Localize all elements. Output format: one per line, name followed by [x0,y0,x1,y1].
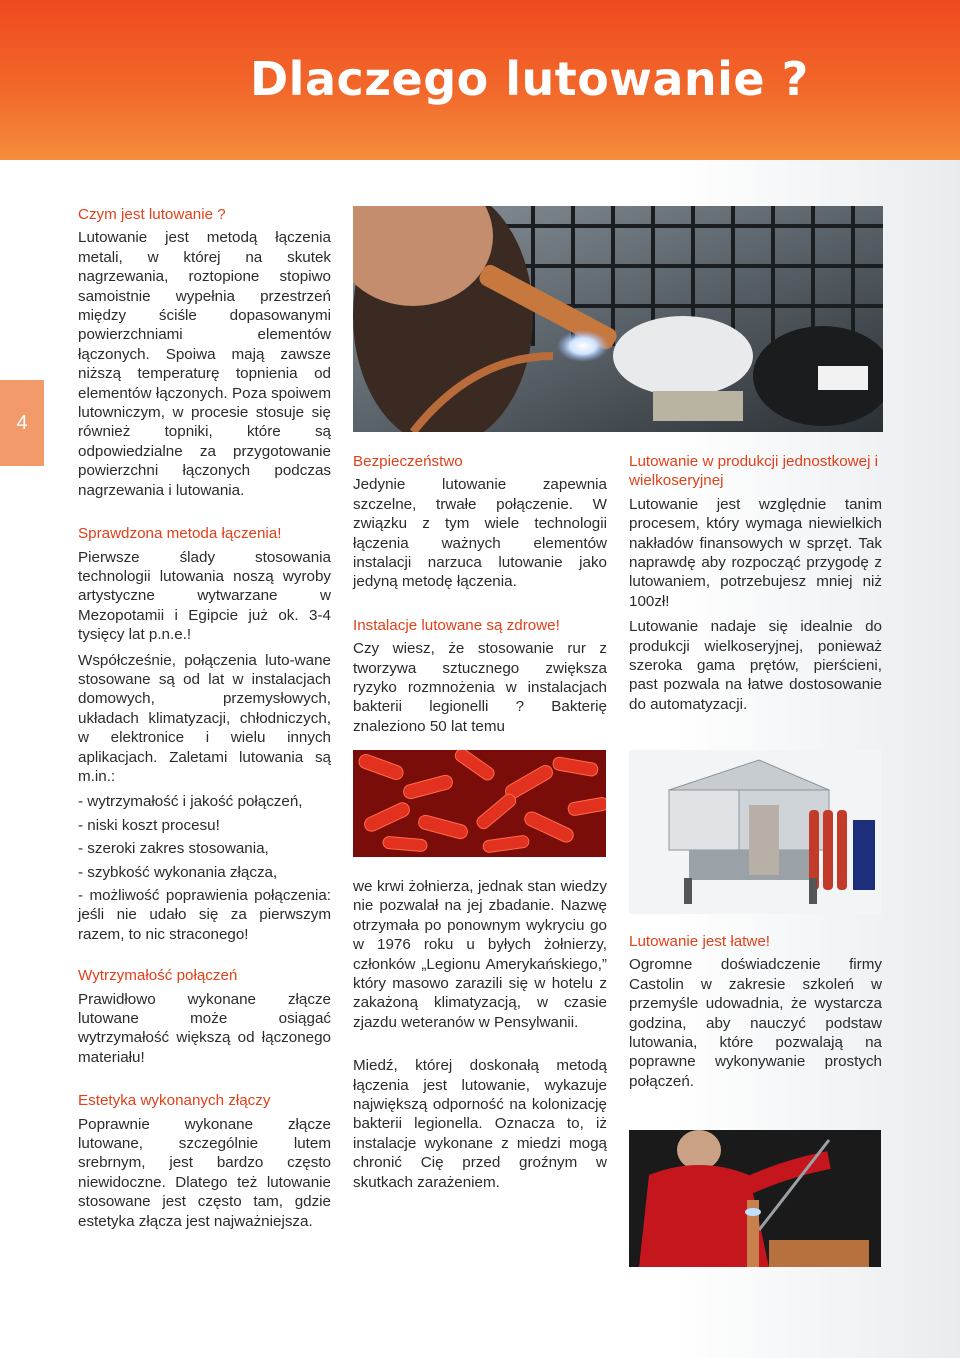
left-column [78,205,331,1237]
paragraph-strength: Prawidłowo wykonane złącze lutowane może osiągać wytrzymałość większą od łączonego materiału! [78,990,331,1066]
paragraph-safety: Jedynie lutowanie zapewnia szczelne, trwałe połączenie. W związku z tym wiele technologii łączenia ważnych elementów instalacji narzuca lutowanie jako jedyną metodę łączenia. [353,476,607,591]
paragraph-history: Pierwsze ślady stosowania technologii lutowania noszą wyroby artystyczne wytwarzane w Mezopotamii i Egipcie już ok. 3-4 tysięcy lat p.n.e.! [78,548,331,644]
list-item: - możliwość poprawienia połączenia: jeśli nie udało się za pierwszym razem, to nic straconego! [78,887,331,943]
right-column-top [629,452,882,720]
middle-column-top [353,452,607,742]
paragraph-training: Ogromne doświadczenie firmy Castolin w zakresie szkoleń w przemyśle udowadnia, że wystarcza godzina, aby nauczyć podstaw lutowania, które pozwalają na poprawne wykonywanie prostych połączeń. [629,956,882,1090]
heading-bezpieczenstwo: Bezpieczeństwo [353,453,463,470]
heading-latwe: Lutowanie jest łatwe! [629,933,770,950]
list-item: - szeroki zakres stosowania, [78,840,269,858]
heading-estetyka: Estetyka wykonanych złączy [78,1092,271,1110]
paragraph-definition: Lutowanie jest metodą łączenia metali, w której na skutek nagrzewania, roztopione stopiwo samoistnie wypełnia przestrzeń między ściśle dopasowanymi powierzchniami elementów łączonych. Spoiwa mają zawsze niższą temperaturę topnienia od elementów łączonych. Poza spoiwem lutowniczym, w procesie stosuje się również topniki, które są odpowiedzialne za przygotowanie powierzchni łączonych podczas nagrzewania i lutowania. [78,229,331,499]
middle-column-bottom [353,877,607,1198]
paragraph-aesthetics: Poprawnie wykonane złącze lutowane, szczególnie lutem srebrnym, jest bardzo często niewidoczne. Dlatego też lutowanie stosowane jest często tam, gdzie estetyka złącza jest najważniejsza. [78,1115,331,1230]
paragraph-legionella: Czy wiesz, że stosowanie rur z tworzywa sztucznego zwiększa ryzyko rozmnożenia w instalacjach bakterii legionelli ? Bakterię znaleziono 50 lat temu [353,640,607,735]
worker-photo [629,1130,881,1267]
paragraph-legionella-continued: we krwi żołnierza, jednak stan wiedzy nie pozwalał na jej zbadanie. Nazwę otrzymała po ponownym wykryciu go w 1976 roku u byłych żołnierzy, członków „Legionu Amerykańskiego,” który masowo zarazili się w hotelu z zakażoną klimatyzacją, w czasie zjazdu weteranów w Pensylwanii. [353,878,607,1031]
heading-wytrzymalosc: Wytrzymałość połączeń [78,967,238,985]
paragraph-copper: Miedź, której doskonałą metodą łączenia jest lutowanie, wykazuje największą odporność na kolonizację bakterii legionella. Oznacza to, iż instalacje wykonane z miedzi mogą chronić Cię przed groźnym w skutkach zarażeniem. [353,1057,607,1191]
right-column-bottom [629,932,882,1097]
heading-produkcja: Lutowanie w produkcji jednostkowej i wielkoseryjnej [629,453,879,490]
list-item: - wytrzymałość i jakość połączeń, [78,793,303,811]
paragraph-modern: Współcześnie, połączenia luto-wane stosowane są od lat w instalacjach domowych, przemysłowych, układach klimatyzacji, chłodniczych, w elektronice i wielu innych aplikacjach. Zaletami lutowania są m.in.: [78,651,331,785]
bacteria-photo [353,750,606,857]
heading-czym-jest: Czym jest lutowanie ? [78,206,226,223]
brazing-photo [353,206,883,432]
page-number: 4 [0,380,44,466]
brazing-machine-photo [629,750,882,914]
list-item: - szybkość wykonania złącza, [78,863,278,881]
page-header [0,0,960,160]
paragraph-cost: Lutowanie jest względnie tanim procesem, który wymaga niewielkich nakładów finansowych w sprzęt. Tak naprawdę aby rozpocząć przygodę z lutowaniem, potrzebujesz mniej niż 100zł! [629,495,882,610]
paragraph-series: Lutowanie nadaje się idealnie do produkcji wielkoseryjnej, ponieważ szeroka gama prętów, pierścieni, past pozwala na łatwe dostosowanie do automatyzacji. [629,618,882,713]
heading-zdrowe: Instalacje lutowane są zdrowe! [353,616,560,634]
list-item: - niski koszt procesu! [78,816,220,834]
heading-sprawdzona: Sprawdzona metoda łączenia! [78,525,282,543]
page-title: Dlaczego lutowanie ? [250,52,809,106]
